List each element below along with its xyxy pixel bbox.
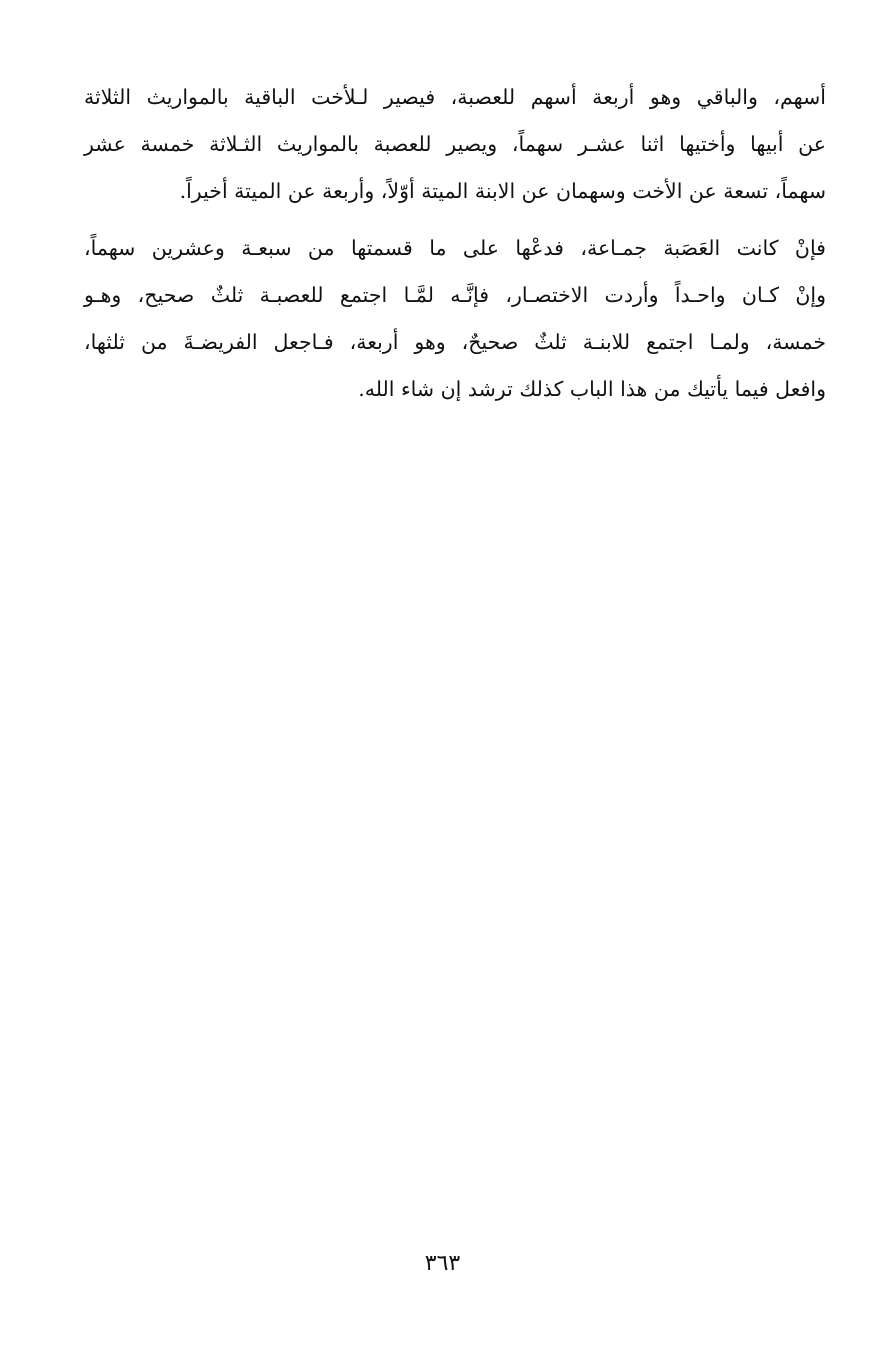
text-line: فإنْ كانت العَصَبة جمـاعة، فدعْها على ما قسمتها من سبعـة وعشرين سهماً، xyxy=(84,236,826,260)
text-line: وإنْ كـان واحـداً وأردت الاختصـار، فإنَّـه لمَّـا اجتمع للعصبـة ثلثٌ صحيح، وهـو xyxy=(84,283,826,307)
page-number: ٣٦٣ xyxy=(424,1251,461,1276)
text-line: سهماً، تسعة عن الأخت وسهمان عن الابنة الميتة أوّلاً، وأربعة عن الميتة أخيراً. xyxy=(179,179,826,203)
paragraph-1 xyxy=(84,74,826,215)
text-line: وافعل فيما يأتيك من هذا الباب كذلك ترشد إن شاء الله. xyxy=(358,377,826,401)
text-line: أسهم، والباقي وهو أربعة أسهم للعصبة، فيصير لـلأخت الباقية بالمواريث الثلاثة xyxy=(84,85,826,109)
text-line: خمسة، ولمـا اجتمع للابنـة ثلثٌ صحيحٌ، وهو أربعة، فـاجعل الفريضـةَ من ثلثها، xyxy=(84,330,826,354)
paragraph-2 xyxy=(84,225,826,413)
body-text xyxy=(84,74,826,413)
text-line: عن أبيها وأختيها اثنا عشـر سهماً، ويصير للعصبة بالمواريث الثـلاثة خمسة عشر xyxy=(84,132,826,156)
